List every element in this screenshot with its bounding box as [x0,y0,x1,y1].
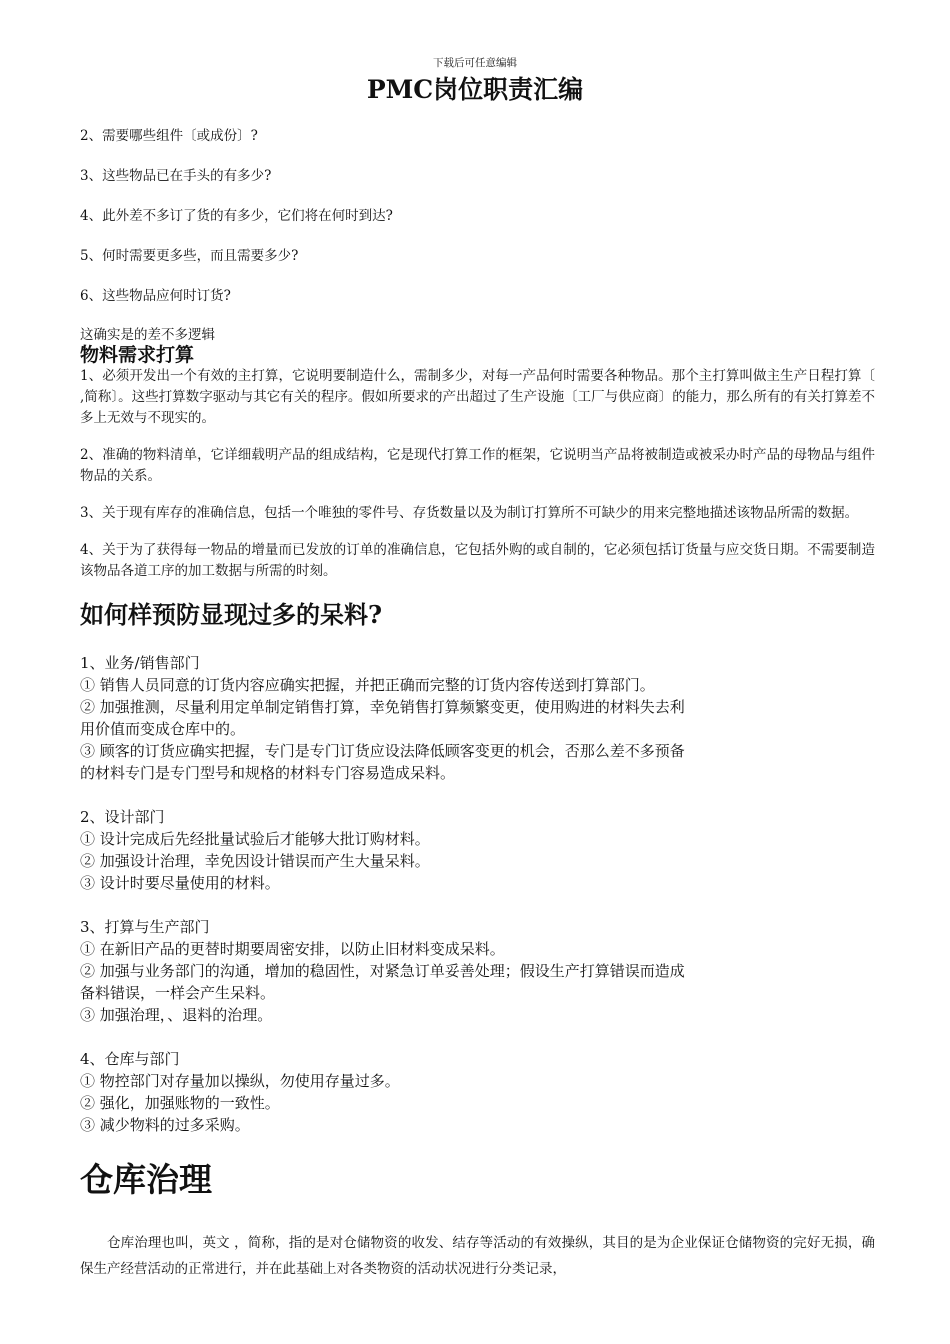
group-title: 4、仓库与部门 [80,1050,180,1068]
group-line: ① 设计完成后先经批量试验后才能够大批订购材料。 [80,830,430,848]
group-line: ② 加强设计治理，幸免因设计错误而产生大量呆料。 [80,852,430,870]
question-item: 2、需要哪些组件〔或成份〕? [80,128,258,144]
question-list [80,126,875,306]
department-group-planning [80,916,875,1026]
prevention-section [80,598,875,1136]
document-title: PMC岗位职责汇编 [366,75,584,104]
department-group-design [80,806,875,894]
warehouse-paragraph: 仓库治理也叫，英文 ，简称，指的是对仓储物资的收发、结存等活动的有效操纵，其目的是为企业保证仓储物资的完好无损，确保生产经营活动的正常进行，并在此基础上对各类物资的活动状况进行分类记录， [80,1235,875,1277]
mrp-section [80,344,875,582]
group-line: ③ 设计时要尽量使用的材料。 [80,874,280,892]
document-body [80,126,875,1282]
mrp-paragraph: 4、关于为了获得每一物品的增量而已发放的订单的准确信息，它包括外购的或自制的，它必须包括订货量与应交货日期。不需要制造该物品各道工序的加工数据与所需的时刻。 [80,542,875,579]
group-line: ① 物控部门对存量加以操纵，勿使用存量过多。 [80,1072,400,1090]
question-item: 6、这些物品应何时订货? [80,288,231,304]
group-title: 3、打算与生产部门 [80,918,210,936]
mrp-paragraph: 1、必须开发出一个有效的主打算，它说明要制造什么，需制多少，对每一产品何时需要各种物品。那个主打算叫做主生产日程打算〔 ,简称〕。这些打算数字驱动与其它有关的程序。假如所要求的产出超过了生产设施〔工厂与供应商〕的能力，那么所有的有关打算差不多上无效与不现实的。 [80,368,875,426]
mrp-heading: 物料需求打算 [80,344,195,366]
mrp-paragraph: 3、关于现有库存的准确信息，包括一个唯独的零件号、存货数量以及为制订打算所不可缺少的用来完整地描述该物品所需的数据。 [80,505,859,521]
question-item: 3、这些物品已在手头的有多少? [80,168,272,184]
logic-note: 这确实是的差不多逻辑 [80,327,215,343]
download-note: 下载后可任意编辑 [433,57,517,69]
group-line: ② 加强推测，尽量利用定单制定销售打算，幸免销售打算频繁变更，使用购进的材料失去利 [80,698,685,716]
group-title: 2、设计部门 [80,808,165,826]
group-line: ② 强化，加强账物的一致性。 [80,1094,280,1112]
group-line: 的材料专门是专门型号和规格的材料专门容易造成呆料。 [80,764,456,782]
group-title: 1、业务/销售部门 [80,654,200,672]
group-line: 用价值而变成仓库中的。 [80,720,246,738]
group-line: ① 在新旧产品的更替时期要周密安排，以防止旧材料变成呆料。 [80,940,505,958]
mrp-paragraph: 2、准确的物料清单，它详细载明产品的组成结构，它是现代打算工作的框架，它说明当产品将被制造或被采办时产品的母物品与组件物品的关系。 [80,447,875,484]
group-line: 备料错误，一样会产生呆料。 [80,984,276,1002]
prevention-heading: 如何样预防显现过多的呆料? [80,600,383,629]
question-item: 5、何时需要更多些，而且需要多少? [80,248,299,264]
warehouse-heading: 仓库治理 [80,1160,212,1199]
department-group-warehouse [80,1048,875,1136]
warehouse-section [80,1158,875,1282]
group-line: ③ 加强治理，、退料的治理。 [80,1006,273,1024]
group-line: ③ 减少物料的过多采购。 [80,1116,250,1134]
department-group-sales [80,652,875,784]
group-line: ② 加强与业务部门的沟通，增加的稳固性，对紧急订单妥善处理；假设生产打算错误而造成 [80,962,685,980]
group-line: ① 销售人员同意的订货内容应确实把握，并把正确而完整的订货内容传送到打算部门。 [80,676,655,694]
group-line: ③ 顾客的订货应确实把握，专门是专门订货应设法降低顾客变更的机会，否那么差不多预备 [80,742,685,760]
question-item: 4、此外差不多订了货的有多少，它们将在何时到达? [80,208,393,224]
